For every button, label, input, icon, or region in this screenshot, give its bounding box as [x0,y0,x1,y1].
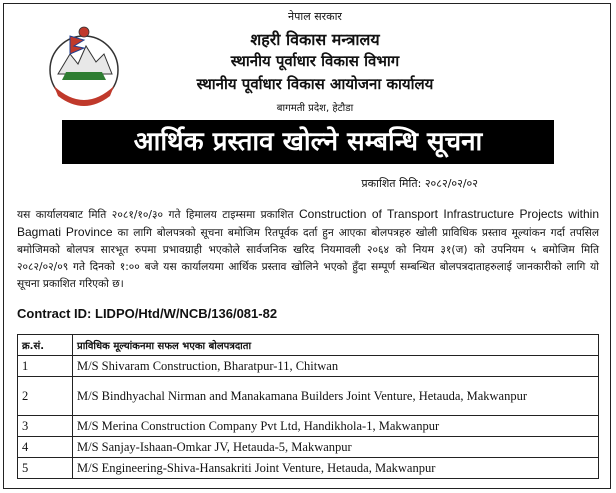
row-bidder: M/S Merina Construction Company Pvt Ltd, Handikhola-1, Makwanpur [73,416,599,437]
department-name: स्थानीय पूर्वाधार विकास विभाग [230,52,400,70]
row-serial: 1 [18,356,73,377]
table-row [18,377,599,416]
header-bidder: प्राविधिक मूल्यांकनमा सफल भएका बोलपत्रदाता [73,335,599,356]
table-row [18,437,599,458]
office-name: स्थानीय पूर्वाधार विकास आयोजना कार्यालय [196,75,434,93]
row-serial: 3 [18,416,73,437]
contract-id: Contract ID: LIDPO/Htd/W/NCB/136/081-82 [17,306,278,321]
table-row [18,356,599,377]
row-bidder: M/S Shivaram Construction, Bharatpur-11, Chitwan [73,356,599,377]
ministry-name: शहरी विकास मन्त्रालय [250,30,380,49]
nepal-emblem-icon [44,24,124,110]
project-name: Construction of Transport Infrastructure Projects within Bagmati Province [17,207,599,239]
table-row [18,458,599,479]
government-name: नेपाल सरकार [288,10,342,23]
published-date: प्रकाशित मिति: २०८२/०२/०२ [361,177,478,190]
row-serial: 4 [18,437,73,458]
header-serial: क्र.सं. [18,335,73,356]
row-bidder: M/S Engineering-Shiva-Hansakriti Joint Venture, Hetauda, Makwanpur [73,458,599,479]
notice-title: आर्थिक प्रस्ताव खोल्ने सम्बन्धि सूचना [62,120,554,164]
row-bidder: M/S Sanjay-Ishaan-Omkar JV, Hetauda-5, Makwanpur [73,437,599,458]
row-serial: 2 [18,377,73,416]
body-part-1: यस कार्यालयबाट मिति २०८१/१०/३० गते हिमालय टाइम्समा प्रकाशित [17,209,300,221]
table-header-row [18,335,599,356]
office-address: बागमती प्रदेश, हेटौडा [276,103,354,114]
body-part-2: का लागि बोलपत्रको सूचना बमोजिम रितपूर्वक दर्ता हुन आएका बोलपत्रहरु खोली प्राविधिक प्रस्ताव मूल्यांकन गर्दा तपसिल बमोजिमको बोलपत्र सारभूत रुपमा प्रभावग्राही भएकोले सार्वजनिक खरिद नियमावली २०६४ को नियम ३१(ज) को उपनियम ५ बमोजिम मिति २०८२/०२/०९ गते दिनको १:०० बजे यस कार्यालयमा आर्थिक प्रस्ताव खोलिने भएको हुँदा सम्पूर्ण सम्बन्धित बोलपत्रदाताहरुलाई जानकारीको लागि यो सूचना प्रकाशित गरिएको छ। [17,227,599,290]
table-row [18,416,599,437]
row-bidder: M/S Bindhyachal Nirman and Manakamana Builders Joint Venture, Hetauda, Makwanpur [73,377,599,416]
notice-body [17,206,599,293]
bidders-table [17,334,599,479]
row-serial: 5 [18,458,73,479]
